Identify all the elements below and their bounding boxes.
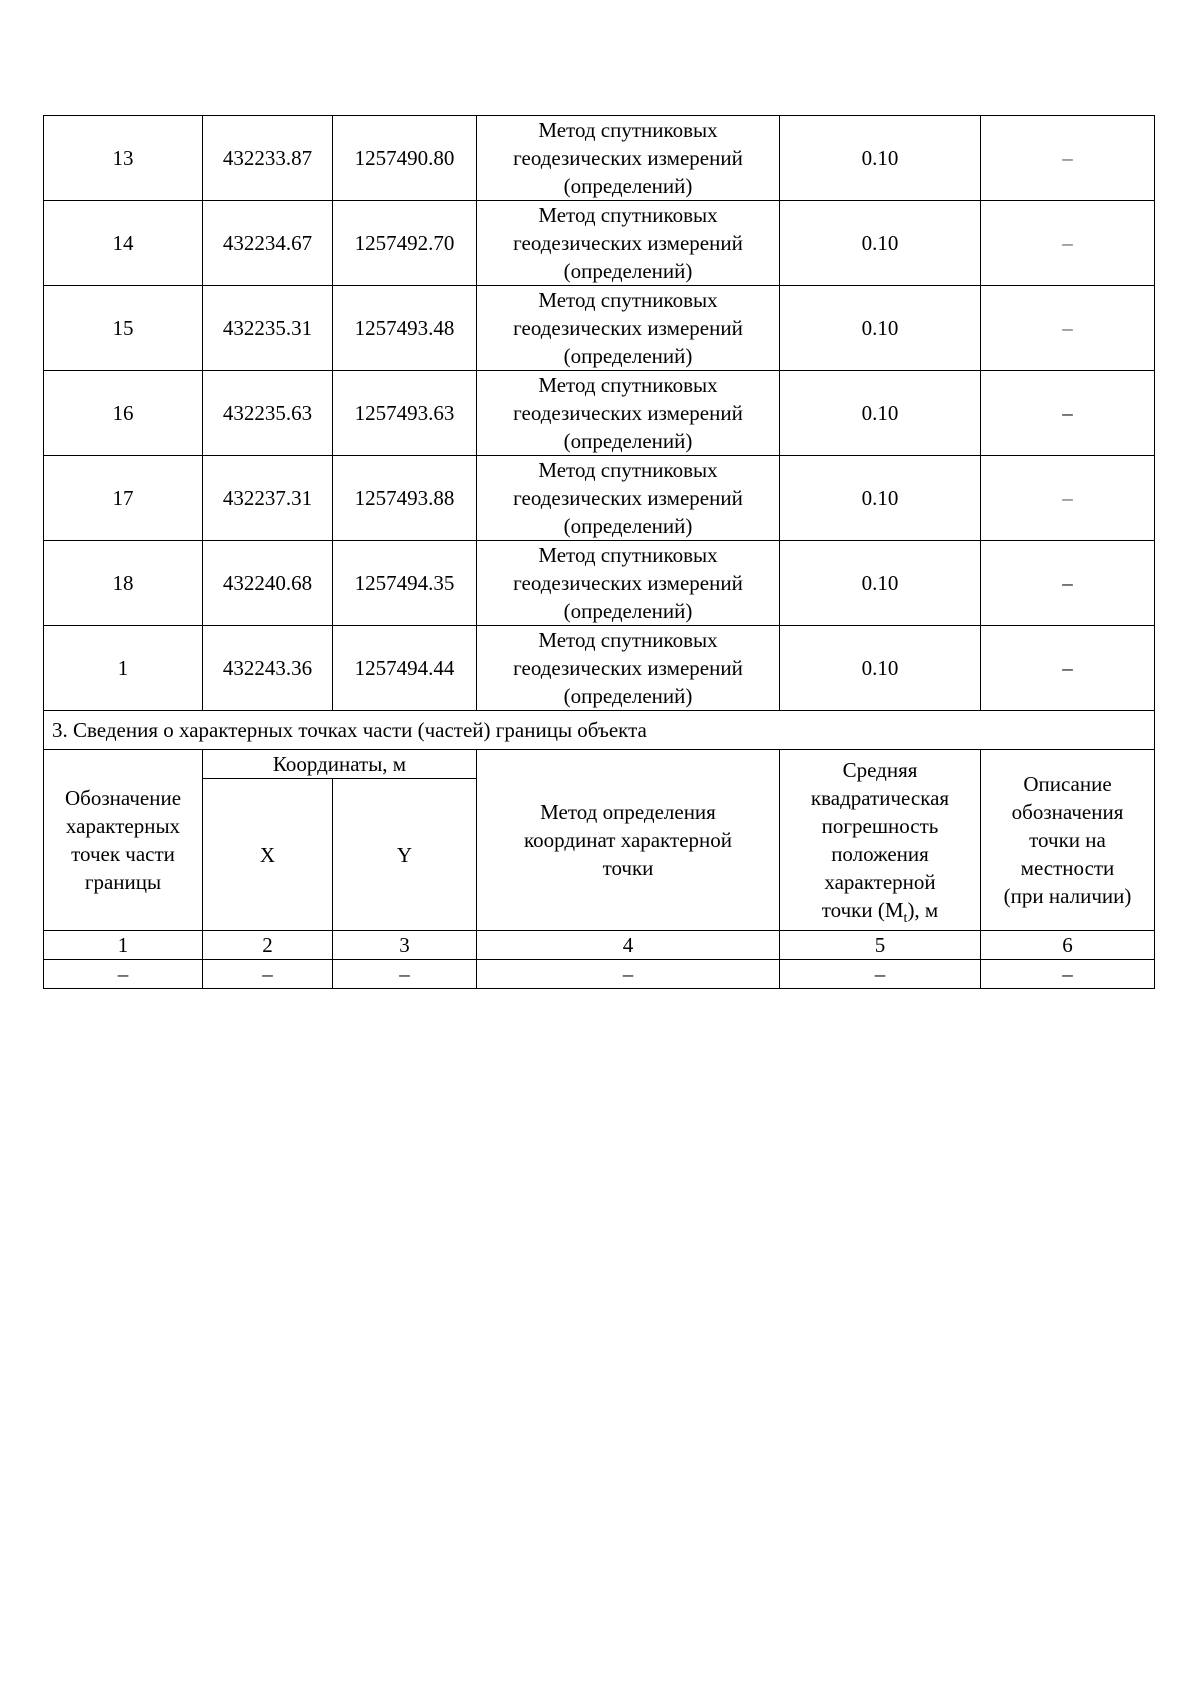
header-error bbox=[780, 750, 981, 931]
method-cell bbox=[477, 456, 780, 541]
description: – bbox=[981, 371, 1155, 456]
method-line: Метод спутниковых bbox=[538, 373, 718, 397]
error-value: 0.10 bbox=[780, 541, 981, 626]
error-value: 0.10 bbox=[780, 286, 981, 371]
empty-cell: – bbox=[981, 960, 1155, 989]
method-line: (определений) bbox=[563, 514, 693, 538]
method-line: (определений) bbox=[563, 684, 693, 708]
method-cell bbox=[477, 286, 780, 371]
method-line: Метод спутниковых bbox=[538, 543, 718, 567]
table-row bbox=[44, 286, 1155, 371]
error-value: 0.10 bbox=[780, 201, 981, 286]
coord-y: 1257493.88 bbox=[333, 456, 477, 541]
empty-cell: – bbox=[477, 960, 780, 989]
subscript: t bbox=[903, 911, 908, 927]
header-line: точки на bbox=[1029, 828, 1106, 852]
header-line: квадратическая bbox=[810, 786, 950, 810]
method-line: геодезических измерений bbox=[513, 231, 743, 255]
method-cell bbox=[477, 201, 780, 286]
method-line: (определений) bbox=[563, 429, 693, 453]
method-line: геодезических измерений bbox=[513, 316, 743, 340]
coord-x: 432234.67 bbox=[203, 201, 333, 286]
section-3-title: 3. Сведения о характерных точках части (частей) границы объекта bbox=[44, 711, 1155, 750]
column-number: 5 bbox=[780, 931, 981, 960]
column-number: 1 bbox=[44, 931, 203, 960]
header-line: точки bbox=[602, 856, 654, 880]
header-line bbox=[821, 898, 939, 927]
header-y: Y bbox=[333, 779, 477, 931]
coord-y: 1257493.63 bbox=[333, 371, 477, 456]
method-cell bbox=[477, 626, 780, 711]
method-cell bbox=[477, 371, 780, 456]
header-line: точек части bbox=[71, 842, 175, 866]
header-line: Метод определения bbox=[540, 800, 716, 824]
header-line: характерной bbox=[824, 870, 936, 894]
method-line: геодезических измерений bbox=[513, 401, 743, 425]
coord-x: 432235.63 bbox=[203, 371, 333, 456]
coord-y: 1257494.35 bbox=[333, 541, 477, 626]
header-line: Средняя bbox=[842, 758, 918, 782]
coord-x: 432235.31 bbox=[203, 286, 333, 371]
description: – bbox=[981, 116, 1155, 201]
method-line: геодезических измерений bbox=[513, 486, 743, 510]
point-number: 15 bbox=[44, 286, 203, 371]
description: – bbox=[981, 626, 1155, 711]
empty-data-row bbox=[44, 960, 1155, 989]
error-value: 0.10 bbox=[780, 626, 981, 711]
header-text: ), м bbox=[907, 898, 939, 922]
table-row bbox=[44, 626, 1155, 711]
method-cell bbox=[477, 116, 780, 201]
data-rows bbox=[44, 116, 1155, 989]
header-line: Описание bbox=[1023, 772, 1112, 796]
header-point-label bbox=[44, 750, 203, 931]
header-x: X bbox=[203, 779, 333, 931]
error-value: 0.10 bbox=[780, 116, 981, 201]
table-row bbox=[44, 371, 1155, 456]
empty-cell: – bbox=[780, 960, 981, 989]
header-line: (при наличии) bbox=[1003, 884, 1132, 908]
description: – bbox=[981, 201, 1155, 286]
column-numbers-row bbox=[44, 931, 1155, 960]
header-method bbox=[477, 750, 780, 931]
method-line: (определений) bbox=[563, 344, 693, 368]
method-line: Метод спутниковых bbox=[538, 203, 718, 227]
method-line: (определений) bbox=[563, 259, 693, 283]
empty-cell: – bbox=[203, 960, 333, 989]
header-line: границы bbox=[84, 870, 162, 894]
method-cell bbox=[477, 541, 780, 626]
point-number: 17 bbox=[44, 456, 203, 541]
coord-x: 432233.87 bbox=[203, 116, 333, 201]
header-text: точки (M bbox=[821, 898, 904, 922]
header-line: координат характерной bbox=[524, 828, 732, 852]
header-line: погрешность bbox=[821, 814, 939, 838]
header-line: положения bbox=[831, 842, 929, 866]
point-number: 1 bbox=[44, 626, 203, 711]
table-row bbox=[44, 541, 1155, 626]
method-line: Метод спутниковых bbox=[538, 288, 718, 312]
header-description bbox=[981, 750, 1155, 931]
coord-x: 432237.31 bbox=[203, 456, 333, 541]
column-number: 3 bbox=[333, 931, 477, 960]
method-line: геодезических измерений bbox=[513, 656, 743, 680]
coord-x: 432243.36 bbox=[203, 626, 333, 711]
method-line: Метод спутниковых bbox=[538, 458, 718, 482]
section-3-header-row bbox=[44, 750, 1155, 779]
method-line: геодезических измерений bbox=[513, 146, 743, 170]
description: – bbox=[981, 541, 1155, 626]
coord-y: 1257494.44 bbox=[333, 626, 477, 711]
coord-y: 1257493.48 bbox=[333, 286, 477, 371]
table-row bbox=[44, 456, 1155, 541]
error-value: 0.10 bbox=[780, 456, 981, 541]
table-row bbox=[44, 116, 1155, 201]
point-number: 16 bbox=[44, 371, 203, 456]
point-number: 18 bbox=[44, 541, 203, 626]
boundary-points-table bbox=[43, 115, 1155, 989]
coord-y: 1257490.80 bbox=[333, 116, 477, 201]
coord-x: 432240.68 bbox=[203, 541, 333, 626]
method-line: Метод спутниковых bbox=[538, 118, 718, 142]
column-number: 6 bbox=[981, 931, 1155, 960]
method-line: Метод спутниковых bbox=[538, 628, 718, 652]
header-line: Обозначение bbox=[64, 786, 182, 810]
method-line: (определений) bbox=[563, 174, 693, 198]
column-number: 4 bbox=[477, 931, 780, 960]
empty-cell: – bbox=[44, 960, 203, 989]
header-coordinates: Координаты, м bbox=[203, 750, 477, 779]
header-line: местности bbox=[1020, 856, 1115, 880]
error-value: 0.10 bbox=[780, 371, 981, 456]
section-3-heading-row bbox=[44, 711, 1155, 750]
header-line: обозначения bbox=[1011, 800, 1124, 824]
point-number: 13 bbox=[44, 116, 203, 201]
column-number: 2 bbox=[203, 931, 333, 960]
description: – bbox=[981, 456, 1155, 541]
method-line: (определений) bbox=[563, 599, 693, 623]
description: – bbox=[981, 286, 1155, 371]
point-number: 14 bbox=[44, 201, 203, 286]
empty-cell: – bbox=[333, 960, 477, 989]
header-line: характерных bbox=[65, 814, 181, 838]
coord-y: 1257492.70 bbox=[333, 201, 477, 286]
table-row bbox=[44, 201, 1155, 286]
method-line: геодезических измерений bbox=[513, 571, 743, 595]
